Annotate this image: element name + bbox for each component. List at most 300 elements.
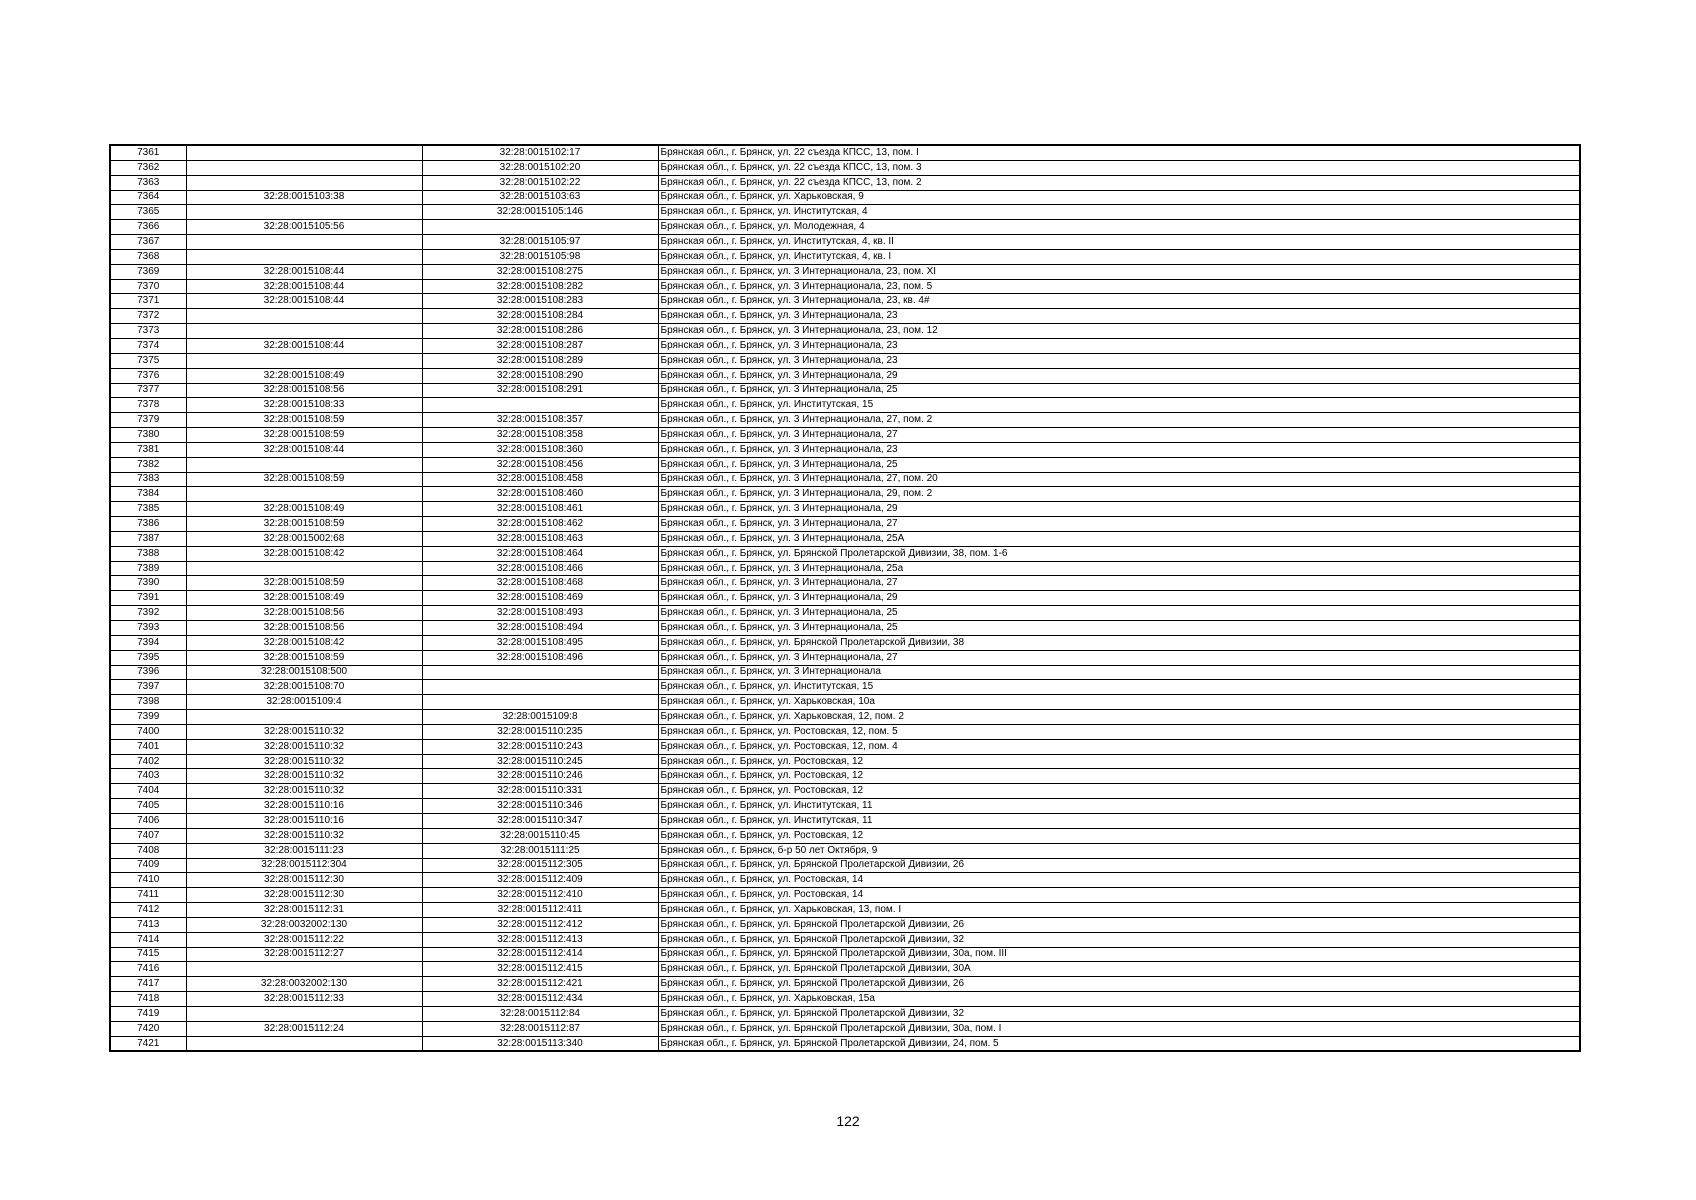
- object-number-cell: 32:28:0015108:462: [422, 517, 658, 532]
- object-number-cell: 32:28:0015108:275: [422, 264, 658, 279]
- row-number-cell: 7417: [110, 977, 186, 992]
- parcel-number-cell: 32:28:0015108:70: [186, 680, 422, 695]
- object-number-cell: 32:28:0015109:8: [422, 710, 658, 725]
- address-cell: Брянская обл., г. Брянск, ул. Брянской Пролетарской Дивизии, 26: [658, 917, 1580, 932]
- object-number-cell: 32:28:0015110:235: [422, 724, 658, 739]
- object-number-cell: 32:28:0015105:97: [422, 235, 658, 250]
- row-number-cell: 7403: [110, 769, 186, 784]
- table-row: [110, 665, 1580, 680]
- parcel-number-cell: [186, 235, 422, 250]
- address-cell: Брянская обл., г. Брянск, ул. 3 Интернационала, 27: [658, 576, 1580, 591]
- address-cell: Брянская обл., г. Брянск, ул. 3 Интернационала, 23, пом. 12: [658, 324, 1580, 339]
- object-number-cell: 32:28:0015112:84: [422, 1006, 658, 1021]
- object-number-cell: [422, 680, 658, 695]
- object-number-cell: 32:28:0015108:291: [422, 383, 658, 398]
- parcel-number-cell: 32:28:0015108:59: [186, 413, 422, 428]
- row-number-cell: 7394: [110, 635, 186, 650]
- parcel-number-cell: 32:28:0015108:42: [186, 635, 422, 650]
- row-number-cell: 7415: [110, 947, 186, 962]
- table-row: [110, 353, 1580, 368]
- row-number-cell: 7380: [110, 428, 186, 443]
- row-number-cell: 7405: [110, 799, 186, 814]
- address-cell: Брянская обл., г. Брянск, ул. Институтская, 11: [658, 799, 1580, 814]
- parcel-number-cell: [186, 309, 422, 324]
- address-cell: Брянская обл., г. Брянск, ул. Харьковская, 9: [658, 190, 1580, 205]
- table-row: [110, 398, 1580, 413]
- table-row: [110, 472, 1580, 487]
- parcel-number-cell: 32:28:0015108:44: [186, 264, 422, 279]
- row-number-cell: 7399: [110, 710, 186, 725]
- row-number-cell: 7400: [110, 724, 186, 739]
- table-row: [110, 591, 1580, 606]
- parcel-number-cell: [186, 561, 422, 576]
- table-row: [110, 324, 1580, 339]
- address-cell: Брянская обл., г. Брянск, ул. Брянской Пролетарской Дивизии, 38: [658, 635, 1580, 650]
- object-number-cell: 32:28:0015108:284: [422, 309, 658, 324]
- parcel-number-cell: 32:28:0015108:44: [186, 279, 422, 294]
- address-cell: Брянская обл., г. Брянск, ул. Институтская, 4, кв. II: [658, 235, 1580, 250]
- table-row: [110, 621, 1580, 636]
- table-row: [110, 561, 1580, 576]
- table-row: [110, 754, 1580, 769]
- row-number-cell: 7408: [110, 843, 186, 858]
- object-number-cell: 32:28:0015108:468: [422, 576, 658, 591]
- row-number-cell: 7369: [110, 264, 186, 279]
- row-number-cell: 7390: [110, 576, 186, 591]
- parcel-number-cell: [186, 457, 422, 472]
- row-number-cell: 7372: [110, 309, 186, 324]
- table-row: [110, 888, 1580, 903]
- object-number-cell: 32:28:0015108:358: [422, 428, 658, 443]
- row-number-cell: 7379: [110, 413, 186, 428]
- parcel-number-cell: 32:28:0015108:44: [186, 294, 422, 309]
- row-number-cell: 7412: [110, 903, 186, 918]
- row-number-cell: 7388: [110, 546, 186, 561]
- table-row: [110, 769, 1580, 784]
- table-row: [110, 650, 1580, 665]
- object-number-cell: 32:28:0015108:466: [422, 561, 658, 576]
- address-cell: Брянская обл., г. Брянск, ул. 3 Интернационала, 23, кв. 4#: [658, 294, 1580, 309]
- object-number-cell: 32:28:0015108:464: [422, 546, 658, 561]
- object-number-cell: 32:28:0015108:463: [422, 531, 658, 546]
- object-number-cell: 32:28:0015103:63: [422, 190, 658, 205]
- table-row: [110, 873, 1580, 888]
- registry-table-body: [110, 145, 1580, 1051]
- parcel-number-cell: 32:28:0015110:32: [186, 724, 422, 739]
- table-row: [110, 235, 1580, 250]
- address-cell: Брянская обл., г. Брянск, ул. 3 Интернационала, 29, пом. 2: [658, 487, 1580, 502]
- parcel-number-cell: 32:28:0015110:32: [186, 739, 422, 754]
- table-row: [110, 413, 1580, 428]
- parcel-number-cell: 32:28:0015108:59: [186, 428, 422, 443]
- address-cell: Брянская обл., г. Брянск, ул. Брянской Пролетарской Дивизии, 30а, пом. I: [658, 1021, 1580, 1036]
- object-number-cell: 32:28:0015108:494: [422, 621, 658, 636]
- parcel-number-cell: 32:28:0015108:49: [186, 591, 422, 606]
- row-number-cell: 7420: [110, 1021, 186, 1036]
- table-row: [110, 442, 1580, 457]
- address-cell: Брянская обл., г. Брянск, ул. 3 Интернационала, 25: [658, 383, 1580, 398]
- parcel-number-cell: 32:28:0015110:32: [186, 754, 422, 769]
- object-number-cell: 32:28:0015110:347: [422, 813, 658, 828]
- parcel-number-cell: [186, 1006, 422, 1021]
- table-row: [110, 264, 1580, 279]
- address-cell: Брянская обл., г. Брянск, ул. Ростовская, 14: [658, 873, 1580, 888]
- table-row: [110, 487, 1580, 502]
- object-number-cell: 32:28:0015108:460: [422, 487, 658, 502]
- object-number-cell: 32:28:0015112:409: [422, 873, 658, 888]
- row-number-cell: 7385: [110, 502, 186, 517]
- address-cell: Брянская обл., г. Брянск, ул. Брянской Пролетарской Дивизии, 32: [658, 932, 1580, 947]
- address-cell: Брянская обл., г. Брянск, ул. Ростовская, 12: [658, 784, 1580, 799]
- object-number-cell: 32:28:0015108:282: [422, 279, 658, 294]
- object-number-cell: 32:28:0015105:146: [422, 205, 658, 220]
- address-cell: Брянская обл., г. Брянск, ул. Харьковская, 12, пом. 2: [658, 710, 1580, 725]
- parcel-number-cell: 32:28:0015112:304: [186, 858, 422, 873]
- address-cell: Брянская обл., г. Брянск, ул. Брянской Пролетарской Дивизии, 32: [658, 1006, 1580, 1021]
- object-number-cell: 32:28:0015112:410: [422, 888, 658, 903]
- parcel-number-cell: 32:28:0015112:22: [186, 932, 422, 947]
- row-number-cell: 7376: [110, 368, 186, 383]
- table-row: [110, 680, 1580, 695]
- parcel-number-cell: 32:28:0015112:24: [186, 1021, 422, 1036]
- parcel-number-cell: [186, 205, 422, 220]
- row-number-cell: 7366: [110, 220, 186, 235]
- object-number-cell: 32:28:0015112:415: [422, 962, 658, 977]
- row-number-cell: 7419: [110, 1006, 186, 1021]
- parcel-number-cell: 32:28:0015002:68: [186, 531, 422, 546]
- address-cell: Брянская обл., г. Брянск, ул. 3 Интернационала, 27: [658, 517, 1580, 532]
- address-cell: Брянская обл., г. Брянск, ул. Ростовская, 12: [658, 828, 1580, 843]
- row-number-cell: 7381: [110, 442, 186, 457]
- address-cell: Брянская обл., г. Брянск, ул. Брянской Пролетарской Дивизии, 26: [658, 977, 1580, 992]
- table-row: [110, 695, 1580, 710]
- table-row: [110, 279, 1580, 294]
- row-number-cell: 7389: [110, 561, 186, 576]
- object-number-cell: 32:28:0015110:346: [422, 799, 658, 814]
- table-row: [110, 710, 1580, 725]
- object-number-cell: [422, 695, 658, 710]
- object-number-cell: [422, 398, 658, 413]
- address-cell: Брянская обл., г. Брянск, ул. Ростовская, 12: [658, 754, 1580, 769]
- object-number-cell: 32:28:0015111:25: [422, 843, 658, 858]
- parcel-number-cell: 32:28:0015108:56: [186, 606, 422, 621]
- parcel-number-cell: 32:28:0015110:16: [186, 799, 422, 814]
- table-row: [110, 606, 1580, 621]
- row-number-cell: 7398: [110, 695, 186, 710]
- parcel-number-cell: 32:28:0032002:130: [186, 917, 422, 932]
- row-number-cell: 7368: [110, 249, 186, 264]
- table-row: [110, 175, 1580, 190]
- address-cell: Брянская обл., г. Брянск, ул. Институтская, 15: [658, 398, 1580, 413]
- table-row: [110, 160, 1580, 175]
- row-number-cell: 7386: [110, 517, 186, 532]
- parcel-number-cell: 32:28:0015110:32: [186, 828, 422, 843]
- object-number-cell: 32:28:0015108:357: [422, 413, 658, 428]
- parcel-number-cell: 32:28:0015108:59: [186, 650, 422, 665]
- parcel-number-cell: [186, 145, 422, 160]
- object-number-cell: 32:28:0015108:469: [422, 591, 658, 606]
- table-row: [110, 858, 1580, 873]
- address-cell: Брянская обл., г. Брянск, ул. Институтская, 15: [658, 680, 1580, 695]
- table-row: [110, 531, 1580, 546]
- row-number-cell: 7374: [110, 338, 186, 353]
- row-number-cell: 7396: [110, 665, 186, 680]
- parcel-number-cell: 32:28:0015108:44: [186, 442, 422, 457]
- object-number-cell: 32:28:0015112:413: [422, 932, 658, 947]
- table-row: [110, 428, 1580, 443]
- table-row: [110, 635, 1580, 650]
- address-cell: Брянская обл., г. Брянск, ул. 22 съезда КПСС, 13, пом. 3: [658, 160, 1580, 175]
- object-number-cell: 32:28:0015112:412: [422, 917, 658, 932]
- parcel-number-cell: 32:28:0015109:4: [186, 695, 422, 710]
- parcel-number-cell: [186, 175, 422, 190]
- address-cell: Брянская обл., г. Брянск, ул. 3 Интернационала, 29: [658, 368, 1580, 383]
- address-cell: Брянская обл., г. Брянск, ул. 3 Интернационала, 23: [658, 309, 1580, 324]
- parcel-number-cell: 32:28:0015110:32: [186, 769, 422, 784]
- object-number-cell: 32:28:0015110:45: [422, 828, 658, 843]
- table-row: [110, 1036, 1580, 1051]
- row-number-cell: 7404: [110, 784, 186, 799]
- address-cell: Брянская обл., г. Брянск, ул. 22 съезда КПСС, 13, пом. I: [658, 145, 1580, 160]
- address-cell: Брянская обл., г. Брянск, ул. 3 Интернационала: [658, 665, 1580, 680]
- table-row: [110, 947, 1580, 962]
- address-cell: Брянская обл., г. Брянск, ул. Ростовская, 12: [658, 769, 1580, 784]
- row-number-cell: 7377: [110, 383, 186, 398]
- parcel-number-cell: 32:28:0015110:16: [186, 813, 422, 828]
- row-number-cell: 7421: [110, 1036, 186, 1051]
- object-number-cell: 32:28:0015108:360: [422, 442, 658, 457]
- address-cell: Брянская обл., г. Брянск, ул. 3 Интернационала, 25: [658, 621, 1580, 636]
- table-row: [110, 338, 1580, 353]
- row-number-cell: 7406: [110, 813, 186, 828]
- parcel-number-cell: 32:28:0015110:32: [186, 784, 422, 799]
- parcel-number-cell: [186, 487, 422, 502]
- address-cell: Брянская обл., г. Брянск, ул. 3 Интернационала, 23: [658, 338, 1580, 353]
- row-number-cell: 7391: [110, 591, 186, 606]
- row-number-cell: 7373: [110, 324, 186, 339]
- table-row: [110, 932, 1580, 947]
- row-number-cell: 7402: [110, 754, 186, 769]
- parcel-number-cell: 32:28:0015103:38: [186, 190, 422, 205]
- table-row: [110, 383, 1580, 398]
- address-cell: Брянская обл., г. Брянск, ул. Брянской Пролетарской Дивизии, 26: [658, 858, 1580, 873]
- parcel-number-cell: 32:28:0015108:59: [186, 576, 422, 591]
- object-number-cell: 32:28:0015102:17: [422, 145, 658, 160]
- table-row: [110, 962, 1580, 977]
- parcel-number-cell: 32:28:0015108:42: [186, 546, 422, 561]
- object-number-cell: 32:28:0015108:287: [422, 338, 658, 353]
- address-cell: Брянская обл., г. Брянск, ул. 3 Интернационала, 23, пом. 5: [658, 279, 1580, 294]
- address-cell: Брянская обл., г. Брянск, ул. 3 Интернационала, 25: [658, 457, 1580, 472]
- address-cell: Брянская обл., г. Брянск, ул. Ростовская, 12, пом. 5: [658, 724, 1580, 739]
- table-row: [110, 724, 1580, 739]
- table-row: [110, 1006, 1580, 1021]
- parcel-number-cell: 32:28:0015112:33: [186, 992, 422, 1007]
- object-number-cell: 32:28:0015110:243: [422, 739, 658, 754]
- address-cell: Брянская обл., г. Брянск, ул. Ростовская, 14: [658, 888, 1580, 903]
- object-number-cell: 32:28:0015112:421: [422, 977, 658, 992]
- row-number-cell: 7382: [110, 457, 186, 472]
- address-cell: Брянская обл., г. Брянск, ул. 3 Интернационала, 29: [658, 502, 1580, 517]
- object-number-cell: 32:28:0015102:22: [422, 175, 658, 190]
- object-number-cell: 32:28:0015112:414: [422, 947, 658, 962]
- row-number-cell: 7387: [110, 531, 186, 546]
- row-number-cell: 7367: [110, 235, 186, 250]
- table-row: [110, 145, 1580, 160]
- parcel-number-cell: [186, 324, 422, 339]
- row-number-cell: 7370: [110, 279, 186, 294]
- table-row: [110, 190, 1580, 205]
- address-cell: Брянская обл., г. Брянск, ул. 3 Интернационала, 27, пом. 20: [658, 472, 1580, 487]
- object-number-cell: [422, 665, 658, 680]
- parcel-number-cell: [186, 710, 422, 725]
- object-number-cell: 32:28:0015108:286: [422, 324, 658, 339]
- parcel-number-cell: 32:28:0015108:56: [186, 383, 422, 398]
- parcel-number-cell: 32:28:0015112:30: [186, 888, 422, 903]
- address-cell: Брянская обл., г. Брянск, ул. 3 Интернационала, 29: [658, 591, 1580, 606]
- table-row: [110, 502, 1580, 517]
- object-number-cell: 32:28:0015108:493: [422, 606, 658, 621]
- address-cell: Брянская обл., г. Брянск, ул. Ростовская, 12, пом. 4: [658, 739, 1580, 754]
- row-number-cell: 7410: [110, 873, 186, 888]
- row-number-cell: 7401: [110, 739, 186, 754]
- parcel-number-cell: [186, 1036, 422, 1051]
- object-number-cell: 32:28:0015108:289: [422, 353, 658, 368]
- address-cell: Брянская обл., г. Брянск, ул. Брянской Пролетарской Дивизии, 24, пом. 5: [658, 1036, 1580, 1051]
- parcel-number-cell: 32:28:0032002:130: [186, 977, 422, 992]
- address-cell: Брянская обл., г. Брянск, ул. 3 Интернационала, 25а: [658, 561, 1580, 576]
- table-row: [110, 576, 1580, 591]
- parcel-number-cell: 32:28:0015111:23: [186, 843, 422, 858]
- row-number-cell: 7362: [110, 160, 186, 175]
- object-number-cell: 32:28:0015108:496: [422, 650, 658, 665]
- table-row: [110, 828, 1580, 843]
- parcel-number-cell: 32:28:0015108:33: [186, 398, 422, 413]
- address-cell: Брянская обл., г. Брянск, ул. Брянской Пролетарской Дивизии, 30А: [658, 962, 1580, 977]
- row-number-cell: 7409: [110, 858, 186, 873]
- object-number-cell: 32:28:0015112:434: [422, 992, 658, 1007]
- table-row: [110, 903, 1580, 918]
- row-number-cell: 7418: [110, 992, 186, 1007]
- parcel-number-cell: 32:28:0015112:27: [186, 947, 422, 962]
- address-cell: Брянская обл., г. Брянск, ул. Институтская, 4: [658, 205, 1580, 220]
- parcel-number-cell: [186, 249, 422, 264]
- address-cell: Брянская обл., г. Брянск, ул. 3 Интернационала, 27, пом. 2: [658, 413, 1580, 428]
- address-cell: Брянская обл., г. Брянск, ул. Харьковская, 15а: [658, 992, 1580, 1007]
- row-number-cell: 7395: [110, 650, 186, 665]
- table-row: [110, 917, 1580, 932]
- row-number-cell: 7397: [110, 680, 186, 695]
- table-row: [110, 294, 1580, 309]
- object-number-cell: 32:28:0015110:246: [422, 769, 658, 784]
- row-number-cell: 7411: [110, 888, 186, 903]
- table-row: [110, 368, 1580, 383]
- address-cell: Брянская обл., г. Брянск, ул. Брянской Пролетарской Дивизии, 30а, пом. III: [658, 947, 1580, 962]
- parcel-number-cell: 32:28:0015108:49: [186, 502, 422, 517]
- object-number-cell: 32:28:0015108:458: [422, 472, 658, 487]
- parcel-number-cell: 32:28:0015112:30: [186, 873, 422, 888]
- row-number-cell: 7364: [110, 190, 186, 205]
- parcel-number-cell: [186, 353, 422, 368]
- parcel-number-cell: 32:28:0015108:49: [186, 368, 422, 383]
- table-row: [110, 843, 1580, 858]
- table-row: [110, 457, 1580, 472]
- table-row: [110, 309, 1580, 324]
- address-cell: Брянская обл., г. Брянск, ул. 3 Интернационала, 23: [658, 353, 1580, 368]
- address-cell: Брянская обл., г. Брянск, ул. 22 съезда КПСС, 13, пом. 2: [658, 175, 1580, 190]
- address-cell: Брянская обл., г. Брянск, ул. 3 Интернационала, 25: [658, 606, 1580, 621]
- object-number-cell: 32:28:0015110:245: [422, 754, 658, 769]
- address-cell: Брянская обл., г. Брянск, ул. 3 Интернационала, 25А: [658, 531, 1580, 546]
- table-row: [110, 517, 1580, 532]
- row-number-cell: 7361: [110, 145, 186, 160]
- row-number-cell: 7414: [110, 932, 186, 947]
- address-cell: Брянская обл., г. Брянск, ул. Институтская, 11: [658, 813, 1580, 828]
- table-row: [110, 784, 1580, 799]
- row-number-cell: 7363: [110, 175, 186, 190]
- parcel-number-cell: 32:28:0015108:500: [186, 665, 422, 680]
- object-number-cell: 32:28:0015112:411: [422, 903, 658, 918]
- row-number-cell: 7392: [110, 606, 186, 621]
- address-cell: Брянская обл., г. Брянск, ул. Харьковская, 13, пом. I: [658, 903, 1580, 918]
- object-number-cell: 32:28:0015108:495: [422, 635, 658, 650]
- parcel-number-cell: [186, 160, 422, 175]
- row-number-cell: 7371: [110, 294, 186, 309]
- address-cell: Брянская обл., г. Брянск, ул. Брянской Пролетарской Дивизии, 38, пом. 1-6: [658, 546, 1580, 561]
- object-number-cell: [422, 220, 658, 235]
- row-number-cell: 7413: [110, 917, 186, 932]
- row-number-cell: 7383: [110, 472, 186, 487]
- row-number-cell: 7407: [110, 828, 186, 843]
- page-number: 122: [836, 1113, 860, 1129]
- object-number-cell: 32:28:0015113:340: [422, 1036, 658, 1051]
- parcel-number-cell: 32:28:0015105:56: [186, 220, 422, 235]
- table-row: [110, 249, 1580, 264]
- object-number-cell: 32:28:0015112:87: [422, 1021, 658, 1036]
- row-number-cell: 7416: [110, 962, 186, 977]
- address-cell: Брянская обл., г. Брянск, ул. Харьковская, 10а: [658, 695, 1580, 710]
- parcel-number-cell: [186, 962, 422, 977]
- table-row: [110, 977, 1580, 992]
- parcel-number-cell: 32:28:0015108:59: [186, 517, 422, 532]
- parcel-number-cell: 32:28:0015108:59: [186, 472, 422, 487]
- object-number-cell: 32:28:0015108:283: [422, 294, 658, 309]
- object-number-cell: 32:28:0015112:305: [422, 858, 658, 873]
- table-row: [110, 205, 1580, 220]
- row-number-cell: 7365: [110, 205, 186, 220]
- object-number-cell: 32:28:0015105:98: [422, 249, 658, 264]
- table-row: [110, 220, 1580, 235]
- address-cell: Брянская обл., г. Брянск, ул. 3 Интернационала, 27: [658, 428, 1580, 443]
- object-number-cell: 32:28:0015108:290: [422, 368, 658, 383]
- table-row: [110, 1021, 1580, 1036]
- object-number-cell: 32:28:0015108:456: [422, 457, 658, 472]
- address-cell: Брянская обл., г. Брянск, ул. 3 Интернационала, 27: [658, 650, 1580, 665]
- address-cell: Брянская обл., г. Брянск, ул. 3 Интернационала, 23: [658, 442, 1580, 457]
- registry-table: [109, 144, 1581, 1052]
- row-number-cell: 7375: [110, 353, 186, 368]
- table-row: [110, 739, 1580, 754]
- address-cell: Брянская обл., г. Брянск, ул. 3 Интернационала, 23, пом. XI: [658, 264, 1580, 279]
- row-number-cell: 7378: [110, 398, 186, 413]
- parcel-number-cell: 32:28:0015112:31: [186, 903, 422, 918]
- parcel-number-cell: 32:28:0015108:56: [186, 621, 422, 636]
- table-row: [110, 546, 1580, 561]
- table-row: [110, 813, 1580, 828]
- address-cell: Брянская обл., г. Брянск, ул. Молодежная, 4: [658, 220, 1580, 235]
- address-cell: Брянская обл., г. Брянск, ул. Институтская, 4, кв. I: [658, 249, 1580, 264]
- table-row: [110, 992, 1580, 1007]
